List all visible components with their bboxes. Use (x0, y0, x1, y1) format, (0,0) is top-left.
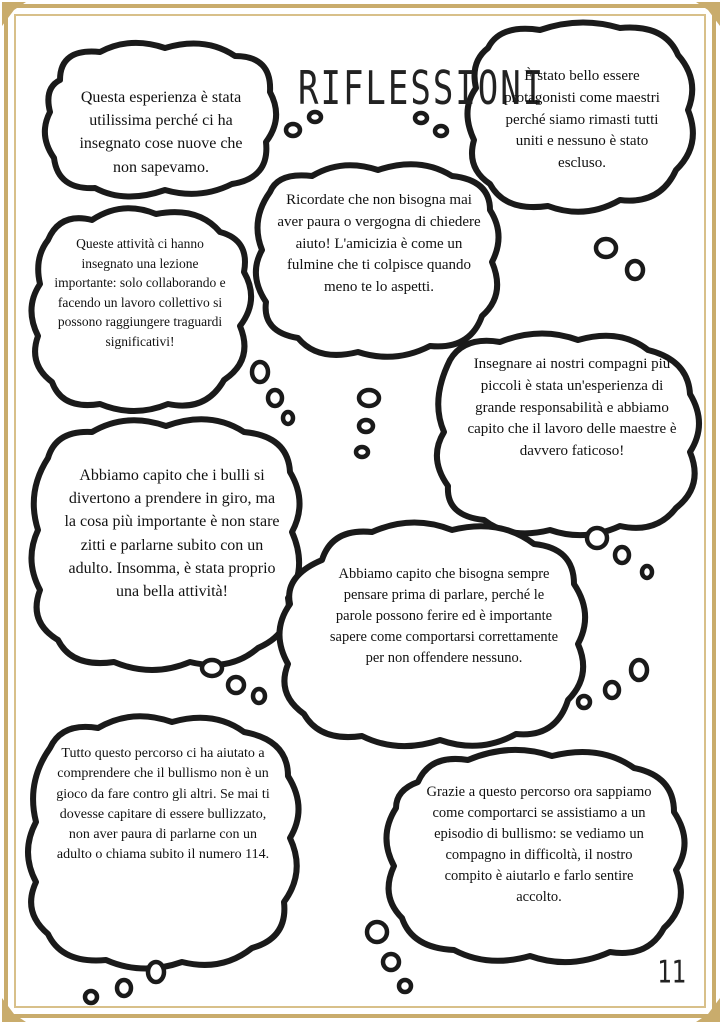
bubble-text-9: Grazie a questo percorso ora sappiamo come comportarci se assistiamo a un episodio di bullismo: se vediamo un compagno in difficoltà, il nostro compito è aiutarlo e farlo sentire accolto. (426, 784, 652, 906)
bubble-text-1: Questa esperienza è stata utilissima perché ci ha insegnato cose nuove che non sapevamo. (79, 89, 243, 176)
page-number: 11 (657, 953, 686, 991)
bubble-text-2: È stato bello essere protagonisti come maestri perché siamo rimasti tutti uniti e nessuno è stato escluso. (504, 68, 660, 171)
page-title: RIFLESSIONI (298, 62, 546, 116)
bubble-text-3: Ricordate che non bisogna mai aver paura o vergogna di chiedere aiuto! L'amicizia è come un fulmine che ti colpisce quando meno te lo aspetti. (277, 192, 481, 295)
bubble-text-7: Abbiamo capito che bisogna sempre pensare prima di parlare, perché le parole possono ferire ed è importante sapere come comportarsi correttamente per non offendere nessuno. (329, 566, 559, 667)
bubble-text-8: Tutto questo percorso ci ha aiutato a comprendere che il bullismo non è un gioco da fare contro gli altri. Se mai ti dovesse capitare di essere bullizzato, non aver paura di parlarne con un adulto o chiama subito il numero 114. (56, 746, 270, 863)
bubble-text-6: Abbiamo capito che i bulli si divertono a prendere in giro, ma la cosa più importante è non stare zitti e parlarne subito con un adulto. Insomma, è stata proprio una bella attività! (64, 467, 280, 600)
bubble-text-5: Insegnare ai nostri compagni più piccoli è stata un'esperienza di grande responsabilità e abbiamo capito che il lavoro delle maestre è davvero faticoso! (467, 356, 677, 459)
bubble-text-4: Queste attività ci hanno insegnato una lezione importante: solo collaborando e facendo un lavoro collettivo si possono raggiungere traguardi significativi! (54, 236, 226, 349)
